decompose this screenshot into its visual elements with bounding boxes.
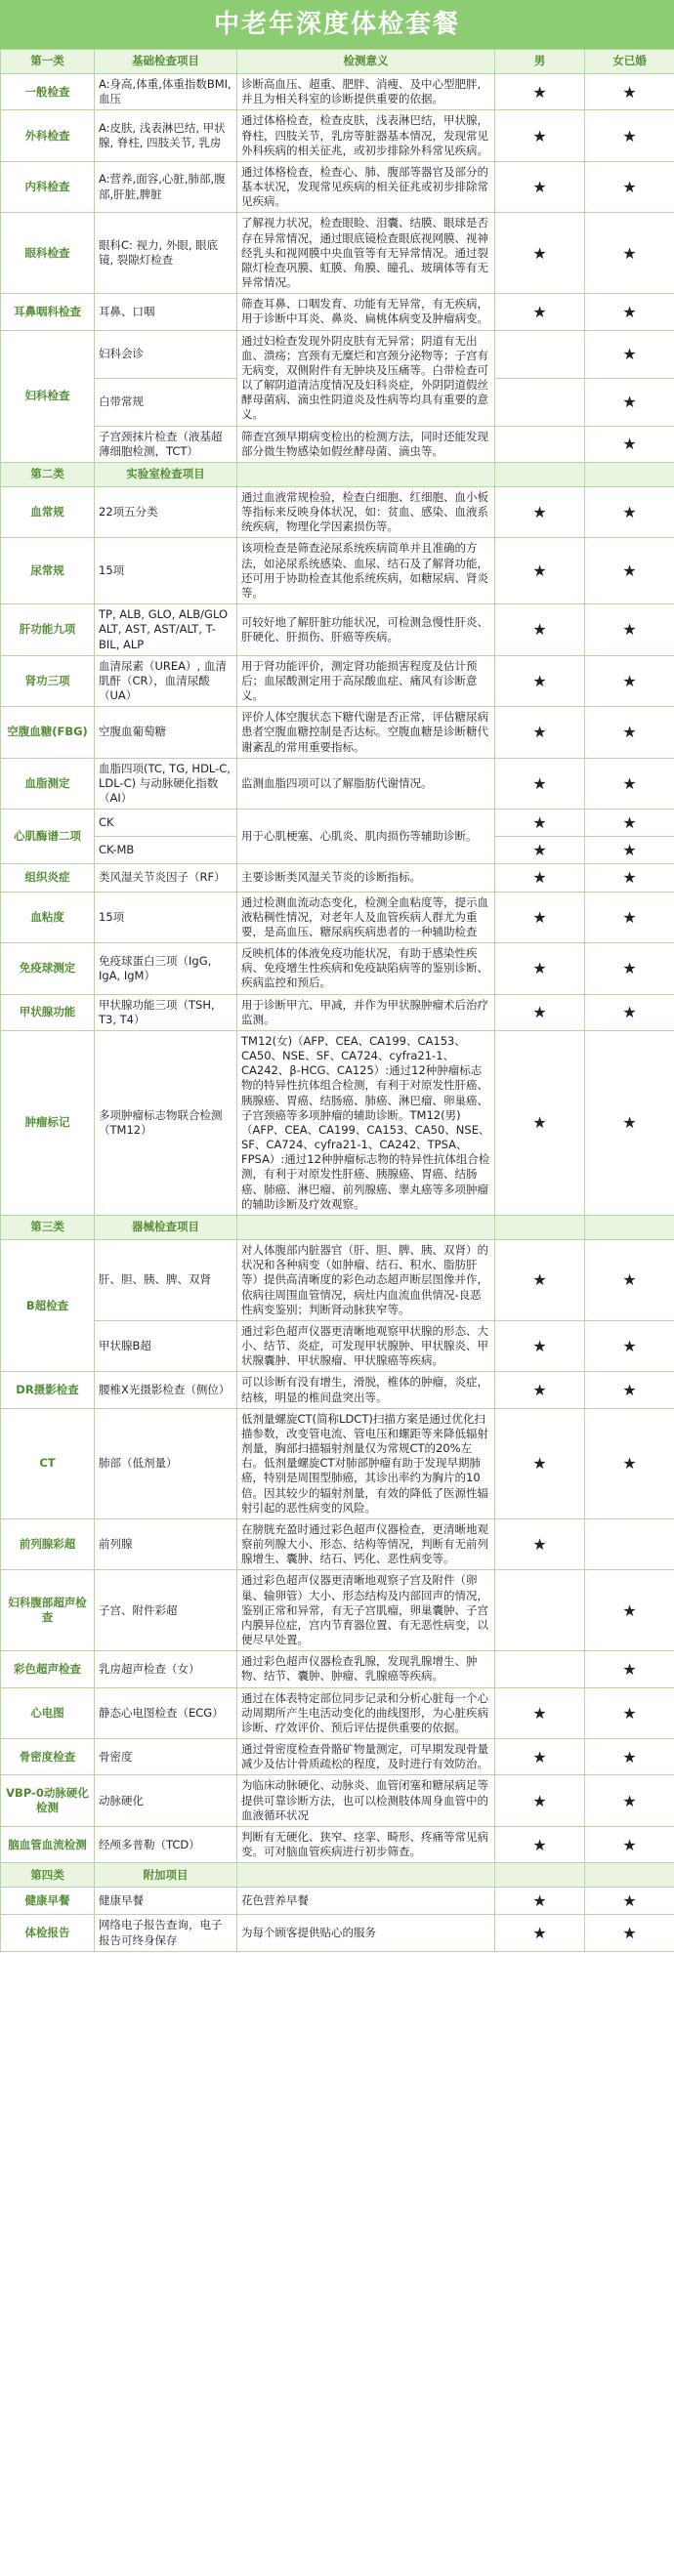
- item-cell: 妇科会诊: [95, 330, 237, 378]
- category-cell: 肝功能九项: [1, 604, 95, 656]
- description-cell: 筛查耳鼻、口咽发育、功能有无异常，有无疾病，用于诊断中耳炎、鼻炎、扁桃体病变及肿瘤病变。: [237, 294, 495, 330]
- description-cell: 筛查宫颈早期病变检出的检测方法，同时还能发现部分微生物感染如假丝酵母菌、滴虫等。: [237, 426, 495, 462]
- table-row: [1, 1739, 674, 1775]
- male-mark: ★: [495, 655, 585, 707]
- item-cell: 静态心电图检查（ECG）: [95, 1687, 237, 1739]
- male-mark: ★: [495, 864, 585, 892]
- female-mark: ★: [585, 994, 674, 1030]
- section-col-male: [495, 1863, 585, 1888]
- female-mark: ★: [585, 330, 674, 378]
- female-mark: ★: [585, 1651, 674, 1687]
- male-mark: ★: [495, 707, 585, 759]
- description-cell: 主要诊断类风湿关节炎的诊断指标。: [237, 864, 495, 892]
- female-mark: ★: [585, 837, 674, 864]
- male-mark: ★: [495, 294, 585, 330]
- description-cell: 为临床动脉硬化、动脉炎、血管闭塞和糖尿病足等提供可靠诊断方法，也可以检测肢体周身血管中的血液循环状况: [237, 1775, 495, 1827]
- table-row: [1, 1651, 674, 1687]
- item-cell: A:皮肤, 浅表淋巴结, 甲状腺, 脊柱, 四肢关节, 乳房: [95, 110, 237, 162]
- table-row: [1, 1372, 674, 1408]
- description-cell: 通过骨密度检查骨骼矿物量测定，可早期发现骨量减少及估计骨质疏松的程度，及时进行有效防治。: [237, 1739, 495, 1775]
- item-cell: A:营养,面容,心脏,肺部,腹部,肝脏,脾脏: [95, 161, 237, 213]
- table-row: [1, 1570, 674, 1651]
- item-cell: 血清尿素（UREA）, 血清肌酐（CR），血清尿酸（UA）: [95, 655, 237, 707]
- description-cell: 通过妇检查发现外阴皮肤有无异常；阴道有无出血、溃疡；宫颈有无糜烂和宫颈分泌物等；子宫有无病变，双侧附件有无肿块及压痛等。白带检查可以了解阴道清洁度情况及妇科炎症，外阴阴道假丝酵母菌病、滴虫性阴道炎及性病等均具有重要的意义。: [237, 330, 495, 426]
- male-mark: ★: [495, 1239, 585, 1320]
- category-cell: 心电图: [1, 1687, 95, 1739]
- section-col-male: [495, 1215, 585, 1239]
- female-mark: ★: [585, 1687, 674, 1739]
- table-row: [1, 1687, 674, 1739]
- male-mark: ★: [495, 486, 585, 538]
- category-cell: VBP-0动脉硬化检测: [1, 1775, 95, 1827]
- item-cell: 经颅多普勒（TCD）: [95, 1827, 237, 1863]
- category-cell: 健康早餐: [1, 1888, 95, 1915]
- description-cell: 通过检测血流动态变化，检测全血粘度等，提示血液粘稠性情况，对老年人及血管疾病人群尤为重要，是高血压、糖尿病疾病患者的一种辅助检查: [237, 892, 495, 943]
- female-mark: ★: [585, 110, 674, 162]
- category-cell: 妇科腹部超声检查: [1, 1570, 95, 1651]
- section-col-male: [495, 462, 585, 486]
- category-cell: 尿常规: [1, 538, 95, 604]
- section-header-row: [1, 50, 674, 74]
- male-mark: [495, 378, 585, 426]
- item-cell: 乳房超声检查（女）: [95, 1651, 237, 1687]
- item-cell: 免疫球蛋白三项（IgG, IgA, IgM）: [95, 943, 237, 995]
- female-mark: ★: [585, 1888, 674, 1915]
- female-mark: ★: [585, 758, 674, 810]
- description-cell: 判断有无硬化、狭窄、痉挛、畸形、疼痛等常见病变。可对脑血管疾病进行初步筛查。: [237, 1827, 495, 1863]
- male-mark: [495, 1651, 585, 1687]
- description-cell: 该项检查是筛查泌尿系统疾病简单并且准确的方法，如泌尿系统感染、血尿、结石及了解肾功能，还可用于协助检查其他系统疾病，如糖尿病、肾炎等。: [237, 538, 495, 604]
- description-cell: 了解视力状况，检查眼睑、泪囊、结膜、眼球是否存在异常情况，通过眼底镜检查眼底视网膜、视神经乳头和视网膜中央血管等有无异常情况。通过裂隙灯检查巩膜、虹膜、角膜、瞳孔、玻璃体等有无异常情况。: [237, 213, 495, 294]
- item-cell: 15项: [95, 538, 237, 604]
- description-cell: 在膀胱充盈时通过彩色超声仪器检查，更清晰地观察前列腺大小、形态、结构等情况，判断有无前列腺增生、囊肿、结石、钙化、恶性病变等。: [237, 1518, 495, 1570]
- category-cell: 骨密度检查: [1, 1739, 95, 1775]
- male-mark: ★: [495, 1739, 585, 1775]
- description-cell: 监测血脂四项可以了解脂肪代谢情况。: [237, 758, 495, 810]
- section-col-item: 附加项目: [95, 1863, 237, 1888]
- item-cell: 15项: [95, 892, 237, 943]
- item-cell: 肝、胆、胰、脾、双肾: [95, 1239, 237, 1320]
- item-cell: 多项肿瘤标志物联合检测（TM12）: [95, 1030, 237, 1215]
- male-mark: ★: [495, 943, 585, 995]
- description-cell: 诊断高血压、超重、肥胖、消瘦、及中心型肥胖,并且为相关科室的诊断提供重要的依据。: [237, 74, 495, 110]
- female-mark: ★: [585, 1775, 674, 1827]
- male-mark: ★: [495, 74, 585, 110]
- category-cell: B超检查: [1, 1239, 95, 1371]
- table-row: [1, 892, 674, 943]
- item-cell: TP, ALB, GLO, ALB/GLO ALT, AST, AST/ALT, T-BIL, ALP: [95, 604, 237, 656]
- male-mark: ★: [495, 994, 585, 1030]
- category-cell: DR摄影检查: [1, 1372, 95, 1408]
- item-cell: 网络电子报告查询，电子报告可终身保存: [95, 1915, 237, 1951]
- item-cell: 腰椎X光摄影检查（侧位）: [95, 1372, 237, 1408]
- section-label: 第二类: [1, 462, 95, 486]
- item-cell: 甲状腺功能三项（TSH, T3, T4）: [95, 994, 237, 1030]
- female-mark: ★: [585, 655, 674, 707]
- female-mark: ★: [585, 892, 674, 943]
- female-mark: ★: [585, 1320, 674, 1372]
- item-cell: 骨密度: [95, 1739, 237, 1775]
- category-cell: 前列腺彩超: [1, 1518, 95, 1570]
- category-cell: 内科检查: [1, 161, 95, 213]
- male-mark: ★: [495, 538, 585, 604]
- section-col-female: 女已婚: [585, 50, 674, 74]
- category-cell: 外科检查: [1, 110, 95, 162]
- page-title: 中老年深度体检套餐: [0, 0, 674, 49]
- description-cell: 通过体格检查，检查皮肤，浅表淋巴结，甲状腺，脊柱，四肢关节，乳房等脏器基本情况，发现常见外科疾病的相关征兆，或初步排除外科常见疾病。: [237, 110, 495, 162]
- description-cell: 反映机体的体液免疫功能状况，有助于感染性疾病、免疫增生性疾病和免疫缺陷病等的鉴别诊断、疾病监控和预后。: [237, 943, 495, 995]
- female-mark: ★: [585, 1915, 674, 1951]
- table-row: [1, 538, 674, 604]
- male-mark: ★: [495, 161, 585, 213]
- female-mark: ★: [585, 1372, 674, 1408]
- item-cell: 空腹血葡萄糖: [95, 707, 237, 759]
- female-mark: ★: [585, 1827, 674, 1863]
- male-mark: ★: [495, 758, 585, 810]
- description-cell: 为每个顾客提供贴心的服务: [237, 1915, 495, 1951]
- table-row: [1, 1320, 674, 1372]
- description-cell: 通过在体表特定部位同步记录和分析心脏每一个心动周期所产生电活动变化的曲线图形，为心脏疾病诊断、疗效评价、预后评估提供重要的依据。: [237, 1687, 495, 1739]
- category-cell: 空腹血糖(FBG): [1, 707, 95, 759]
- section-col-desc: [237, 462, 495, 486]
- male-mark: ★: [495, 604, 585, 656]
- female-mark: ★: [585, 864, 674, 892]
- male-mark: ★: [495, 1687, 585, 1739]
- category-cell: 肾功三项: [1, 655, 95, 707]
- description-cell: 通过血液常规检验，检查白细胞、红细胞、血小板等指标来反映身体状况，如：贫血、感染、血液系统疾病，物理化学因素损伤等。: [237, 486, 495, 538]
- table-body: [1, 50, 674, 1952]
- table-row: [1, 426, 674, 462]
- category-cell: 体检报告: [1, 1915, 95, 1951]
- item-cell: CK-MB: [95, 837, 237, 864]
- section-header-row: [1, 1215, 674, 1239]
- category-cell: 肿瘤标记: [1, 1030, 95, 1215]
- item-cell: 肺部（低剂量）: [95, 1408, 237, 1518]
- category-cell: 一般检查: [1, 74, 95, 110]
- category-cell: CT: [1, 1408, 95, 1518]
- category-cell: 血粘度: [1, 892, 95, 943]
- female-mark: ★: [585, 74, 674, 110]
- table-row: [1, 1915, 674, 1951]
- female-mark: [585, 1518, 674, 1570]
- section-col-female: [585, 462, 674, 486]
- female-mark: ★: [585, 1408, 674, 1518]
- male-mark: [495, 426, 585, 462]
- item-cell: 健康早餐: [95, 1888, 237, 1915]
- male-mark: ★: [495, 1030, 585, 1215]
- table-row: [1, 1408, 674, 1518]
- description-cell: 可较好地了解肝脏功能状况，可检测急慢性肝炎、肝硬化、肝损伤、肝癌等疾病。: [237, 604, 495, 656]
- section-col-desc: [237, 1215, 495, 1239]
- male-mark: ★: [495, 1888, 585, 1915]
- table-row: [1, 330, 674, 378]
- female-mark: ★: [585, 943, 674, 995]
- section-label: 第三类: [1, 1215, 95, 1239]
- male-mark: ★: [495, 1372, 585, 1408]
- section-col-item: 基础检查项目: [95, 50, 237, 74]
- male-mark: [495, 330, 585, 378]
- table-row: [1, 213, 674, 294]
- male-mark: ★: [495, 213, 585, 294]
- male-mark: ★: [495, 837, 585, 864]
- table-row: [1, 1827, 674, 1863]
- category-cell: 免疫球测定: [1, 943, 95, 995]
- description-cell: 评价人体空腹状态下糖代谢是否正常，评估糖尿病患者空腹血糖控制是否达标。空腹血糖是诊断糖代谢紊乱的常用重要指标。: [237, 707, 495, 759]
- section-header-row: [1, 1863, 674, 1888]
- female-mark: ★: [585, 707, 674, 759]
- category-cell: 心肌酶谱二项: [1, 810, 95, 864]
- female-mark: ★: [585, 604, 674, 656]
- female-mark: ★: [585, 378, 674, 426]
- table-row: [1, 758, 674, 810]
- male-mark: ★: [495, 1320, 585, 1372]
- table-row: [1, 1239, 674, 1320]
- description-cell: 通过彩色超声仪器更清晰地观察甲状腺的形态、大小、结节、炎症，可发现甲状腺肿、甲状腺炎、甲状腺囊肿、甲状腺瘤、甲状腺癌等疾病。: [237, 1320, 495, 1372]
- category-cell: 甲状腺功能: [1, 994, 95, 1030]
- table-row: [1, 1030, 674, 1215]
- description-cell: 用于肾功能评价，测定肾功能损害程度及估计预后；血尿酸测定用于高尿酸血症、痛风有诊断意义。: [237, 655, 495, 707]
- table-row: [1, 1775, 674, 1827]
- female-mark: ★: [585, 294, 674, 330]
- section-col-desc: 检测意义: [237, 50, 495, 74]
- description-cell: 用于诊断甲亢、甲减，并作为甲状腺肿瘤术后治疗监测。: [237, 994, 495, 1030]
- female-mark: ★: [585, 213, 674, 294]
- table-row: [1, 810, 674, 837]
- male-mark: ★: [495, 1775, 585, 1827]
- description-cell: 通过彩色超声仪器更清晰地观察子宫及附件（卵巢、输卵管）大小、形态结构及内部回声的情况，鉴别正常和异常，有无子宫肌瘤，卵巢囊肿、子宫内膜异位症，宫内节育器位置、有无恶性病变，以便尽早处置。: [237, 1570, 495, 1651]
- male-mark: ★: [495, 1518, 585, 1570]
- table-row: [1, 1888, 674, 1915]
- male-mark: ★: [495, 1827, 585, 1863]
- description-cell: 对人体腹部内脏器官（肝、胆、脾、胰、双肾）的状况和各种病变（如肿瘤、结石、积水、脂肪肝等）提供高清晰度的彩色动态超声断层图像并作，依病往周围血管情况，病灶内血流血供情况-良恶性病变鉴别；判断肾动脉狭窄等。: [237, 1239, 495, 1320]
- category-cell: 血脂测定: [1, 758, 95, 810]
- section-col-male: 男: [495, 50, 585, 74]
- section-label: 第四类: [1, 1863, 95, 1888]
- table-row: [1, 74, 674, 110]
- table-row: [1, 294, 674, 330]
- female-mark: ★: [585, 1030, 674, 1215]
- description-cell: TM12(女)（AFP、CEA、CA199、CA153、CA50、NSE、SF、CA724、cyfra21-1、CA242、β-HCG、CA125）:通过12种肿瘤标志物的特异性抗体组合检测，有利于对原发性肝癌、胰腺癌、胃癌、结肠癌、肺癌、淋巴瘤、卵巢癌、子宫颈癌等多项肿瘤的辅助诊断。TM12(男)（AFP、CEA、CA199、CA153、CA50、NSE、SF、CA724、cyfra21-1、CA242、TPSA、FPSA）:通过12种肿瘤标志物的特异性抗体组合检测，有利于对原发性肝癌、胰腺癌、胃癌、结肠癌、肺癌、淋巴瘤、前列腺癌、睾丸癌等多项肿瘤的辅助诊断及疗效观察。: [237, 1030, 495, 1215]
- male-mark: ★: [495, 1915, 585, 1951]
- section-label: 第一类: [1, 50, 95, 74]
- male-mark: [495, 1570, 585, 1651]
- item-cell: 类风湿关节炎因子（RF）: [95, 864, 237, 892]
- section-header-row: [1, 462, 674, 486]
- description-cell: 低剂量螺旋CT(简称LDCT)扫描方案是通过优化扫描参数，改变管电流、管电压和螺距等来降低辐射剂量，胸部扫描辐射剂量仅为常规CT的20%左右。低剂量螺旋CT对肺部肿瘤有助于发现早期肺癌，特别是周围型肺癌，其诊出率约为胸片的10倍。因其较少的辐射剂量，有效的降低了医源性辐射引起的恶性病变的风险。: [237, 1408, 495, 1518]
- table-row: [1, 604, 674, 656]
- description-cell: 花色营养早餐: [237, 1888, 495, 1915]
- description-cell: 用于心肌梗塞、心肌炎、肌肉损伤等辅助诊断。: [237, 810, 495, 864]
- female-mark: ★: [585, 161, 674, 213]
- item-cell: 22项五分类: [95, 486, 237, 538]
- category-cell: 彩色超声检查: [1, 1651, 95, 1687]
- item-cell: 子宫、附件彩超: [95, 1570, 237, 1651]
- category-cell: 耳鼻咽科检查: [1, 294, 95, 330]
- female-mark: ★: [585, 1570, 674, 1651]
- male-mark: ★: [495, 1408, 585, 1518]
- male-mark: ★: [495, 892, 585, 943]
- female-mark: ★: [585, 426, 674, 462]
- section-col-female: [585, 1863, 674, 1888]
- section-col-item: 器械检查项目: [95, 1215, 237, 1239]
- female-mark: ★: [585, 810, 674, 837]
- item-cell: 子宫颈抹片检查（液基超薄细胞检测，TCT）: [95, 426, 237, 462]
- item-cell: A:身高,体重,体重指数BMI,血压: [95, 74, 237, 110]
- table-row: [1, 864, 674, 892]
- table-row: [1, 161, 674, 213]
- category-cell: 脑血管血流检测: [1, 1827, 95, 1863]
- female-mark: ★: [585, 1739, 674, 1775]
- item-cell: 甲状腺B超: [95, 1320, 237, 1372]
- section-col-female: [585, 1215, 674, 1239]
- table-row: [1, 110, 674, 162]
- description-cell: 通过体格检查，检查心、肺、腹部等器官及部分的基本状况，发现常见疾病的相关征兆或初步排除常见疾病。: [237, 161, 495, 213]
- male-mark: ★: [495, 110, 585, 162]
- female-mark: ★: [585, 538, 674, 604]
- description-cell: 可以诊断有没有增生，滑脱，椎体的肿瘤，炎症，结核，明显的椎间盘突出等。: [237, 1372, 495, 1408]
- description-cell: 通过彩色超声仪器检查乳腺，发现乳腺增生、肿物、结节、囊肿、肿瘤、乳腺癌等疾病。: [237, 1651, 495, 1687]
- male-mark: ★: [495, 810, 585, 837]
- table-row: [1, 943, 674, 995]
- category-cell: 组织炎症: [1, 864, 95, 892]
- category-cell: 眼科检查: [1, 213, 95, 294]
- item-cell: 耳鼻、口咽: [95, 294, 237, 330]
- item-cell: 眼科C: 视力, 外眼, 眼底镜, 裂隙灯检查: [95, 213, 237, 294]
- item-cell: 血脂四项(TC, TG, HDL-C, LDL-C) 与动脉硬化指数（AI）: [95, 758, 237, 810]
- item-cell: 白带常规: [95, 378, 237, 426]
- table-row: [1, 707, 674, 759]
- female-mark: ★: [585, 486, 674, 538]
- category-cell: 妇科检查: [1, 330, 95, 462]
- table-row: [1, 1518, 674, 1570]
- section-col-desc: [237, 1863, 495, 1888]
- item-cell: 动脉硬化: [95, 1775, 237, 1827]
- checkup-table: [0, 49, 674, 1952]
- item-cell: 前列腺: [95, 1518, 237, 1570]
- female-mark: ★: [585, 1239, 674, 1320]
- table-row: [1, 486, 674, 538]
- table-row: [1, 994, 674, 1030]
- section-col-item: 实验室检查项目: [95, 462, 237, 486]
- category-cell: 血常规: [1, 486, 95, 538]
- item-cell: CK: [95, 810, 237, 837]
- table-row: [1, 655, 674, 707]
